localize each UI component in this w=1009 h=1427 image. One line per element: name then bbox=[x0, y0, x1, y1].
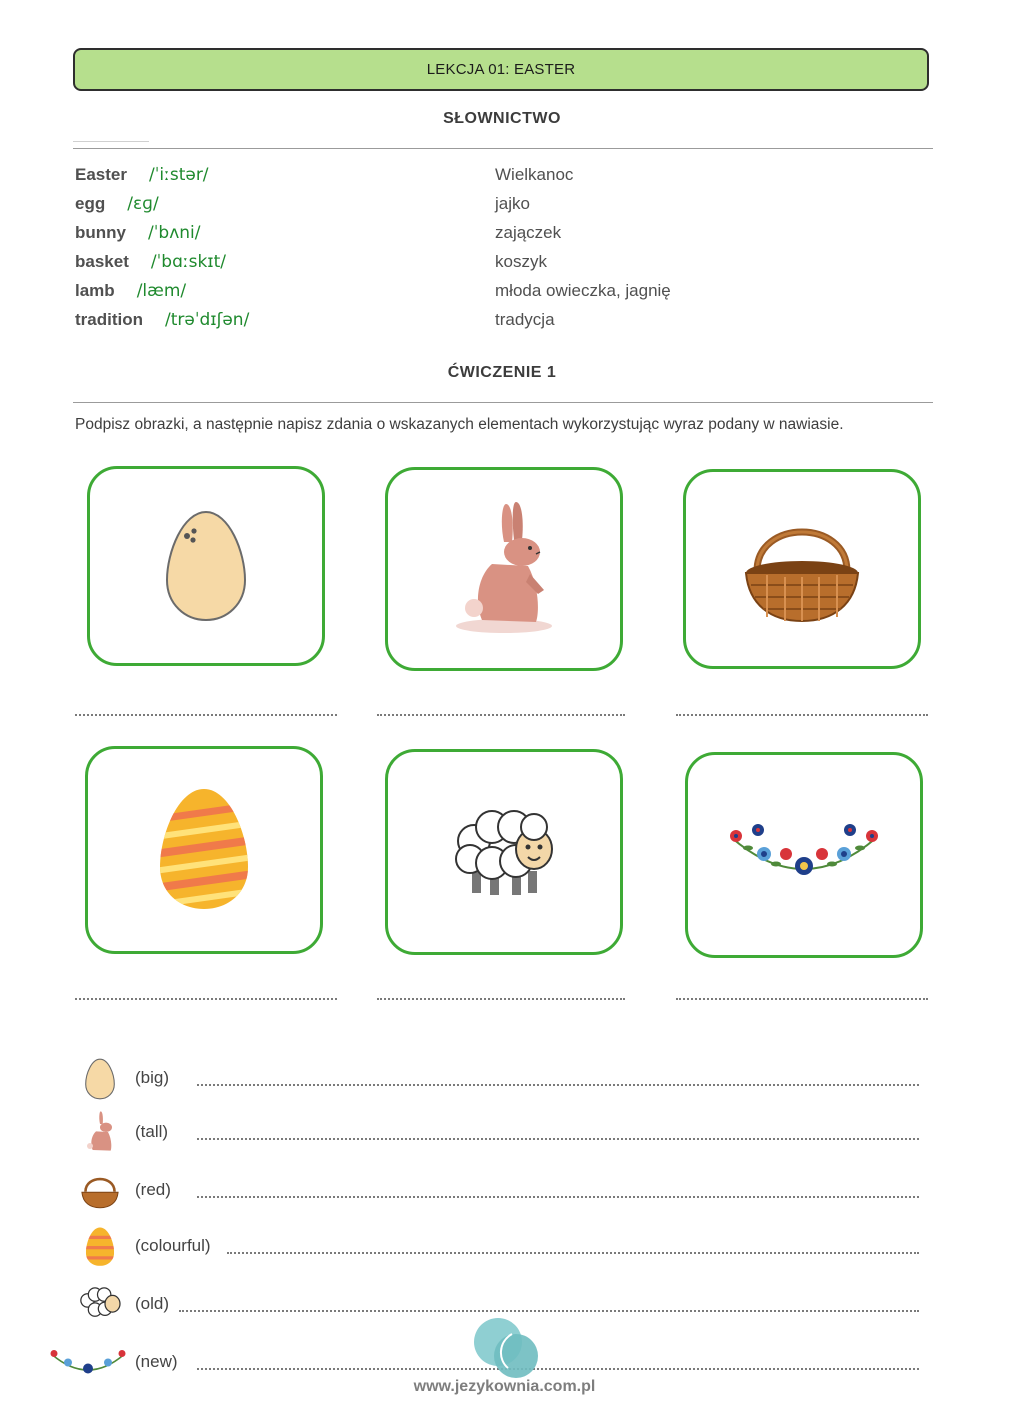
vocabulary-divider bbox=[73, 148, 933, 149]
sentence-answer-line[interactable] bbox=[179, 1310, 919, 1312]
footer-url[interactable]: www.jezykownia.com.pl bbox=[413, 1378, 596, 1395]
sentence-hint: (new) bbox=[135, 1352, 178, 1371]
easter-egg-icon bbox=[154, 785, 254, 915]
bunny-icon bbox=[75, 1108, 125, 1158]
answer-line[interactable] bbox=[676, 998, 928, 1000]
vocab-word: tradition bbox=[75, 309, 143, 329]
lesson-title: LEKCJA 01: EASTER bbox=[426, 61, 576, 78]
vocab-translation: tradycja bbox=[495, 309, 555, 329]
exercise-divider bbox=[73, 402, 933, 403]
vocab-row bbox=[75, 247, 935, 276]
sentence-row bbox=[75, 1166, 925, 1216]
answer-line[interactable] bbox=[377, 998, 625, 1000]
sentence-row bbox=[75, 1054, 925, 1104]
picture-box-tradition bbox=[685, 752, 923, 958]
sentence-hint: (colourful) bbox=[135, 1236, 211, 1255]
vocab-word: bunny bbox=[75, 222, 126, 242]
basket-icon bbox=[737, 509, 867, 629]
vocab-row bbox=[75, 160, 935, 189]
picture-box-lamb bbox=[385, 749, 623, 955]
egg-icon bbox=[75, 1054, 125, 1104]
answer-line[interactable] bbox=[75, 714, 337, 716]
vocab-ipa: /ˈbɑːskɪt/ bbox=[150, 251, 226, 272]
vocab-translation: koszyk bbox=[495, 251, 547, 271]
sentence-hint: (big) bbox=[135, 1068, 170, 1087]
folk-flowers-icon bbox=[724, 820, 884, 890]
vocab-translation: zajączek bbox=[495, 222, 562, 242]
sentence-answer-line[interactable] bbox=[227, 1252, 919, 1254]
picture-box-egg bbox=[87, 466, 325, 666]
answer-line[interactable] bbox=[75, 998, 337, 1000]
basket-icon bbox=[75, 1166, 125, 1216]
vocab-word: Easter bbox=[75, 164, 127, 184]
answer-line[interactable] bbox=[377, 714, 625, 716]
vocab-translation: młoda owieczka, jagnię bbox=[495, 280, 671, 300]
vocab-ipa: /ˈbʌni/ bbox=[148, 222, 201, 243]
egg-icon bbox=[161, 506, 251, 626]
lamb-icon bbox=[444, 797, 564, 907]
sentence-hint: (old) bbox=[135, 1294, 170, 1313]
lamb-icon bbox=[75, 1280, 125, 1330]
vocab-row bbox=[75, 276, 935, 305]
vocab-word: egg bbox=[75, 193, 106, 213]
vocab-ipa: /ɛɡ/ bbox=[127, 193, 159, 214]
sentence-answer-line[interactable] bbox=[197, 1368, 919, 1370]
sentence-answer-line[interactable] bbox=[197, 1084, 919, 1086]
vocabulary-list bbox=[75, 160, 935, 334]
picture-box-bunny bbox=[385, 467, 623, 671]
sentence-hint: (red) bbox=[135, 1180, 171, 1199]
sentence-hint: (tall) bbox=[135, 1122, 169, 1141]
vocabulary-heading: SŁOWNICTWO bbox=[443, 110, 561, 127]
vocabulary-divider-accent bbox=[73, 141, 149, 142]
vocab-word: lamb bbox=[75, 280, 115, 300]
vocab-translation: jajko bbox=[495, 193, 530, 213]
bunny-icon bbox=[444, 494, 564, 644]
picture-box-basket bbox=[683, 469, 921, 669]
sentence-answer-line[interactable] bbox=[197, 1138, 919, 1140]
jezykownia-logo-icon bbox=[468, 1316, 546, 1380]
picture-box-easter-egg bbox=[85, 746, 323, 954]
vocab-translation: Wielkanoc bbox=[495, 164, 574, 184]
vocab-word: basket bbox=[75, 251, 129, 271]
sentence-row bbox=[75, 1108, 925, 1158]
exercise-heading: ĆWICZENIE 1 bbox=[447, 364, 557, 381]
easter-egg-icon bbox=[75, 1222, 125, 1272]
vocab-row bbox=[75, 189, 935, 218]
vocab-row bbox=[75, 218, 935, 247]
lesson-title-bar bbox=[73, 48, 929, 91]
exercise-instruction: Podpisz obrazki, a następnie napisz zdania o wskazanych elementach wykorzystując wyraz podany w nawiasie. bbox=[75, 416, 844, 433]
answer-line[interactable] bbox=[676, 714, 928, 716]
sentence-answer-line[interactable] bbox=[197, 1196, 919, 1198]
vocab-ipa: /ˈiːstər/ bbox=[148, 164, 209, 185]
vocab-row bbox=[75, 305, 935, 334]
sentence-row bbox=[75, 1222, 925, 1272]
vocab-ipa: /læm/ bbox=[136, 280, 187, 301]
vocab-ipa: /trəˈdɪʃən/ bbox=[165, 309, 250, 330]
